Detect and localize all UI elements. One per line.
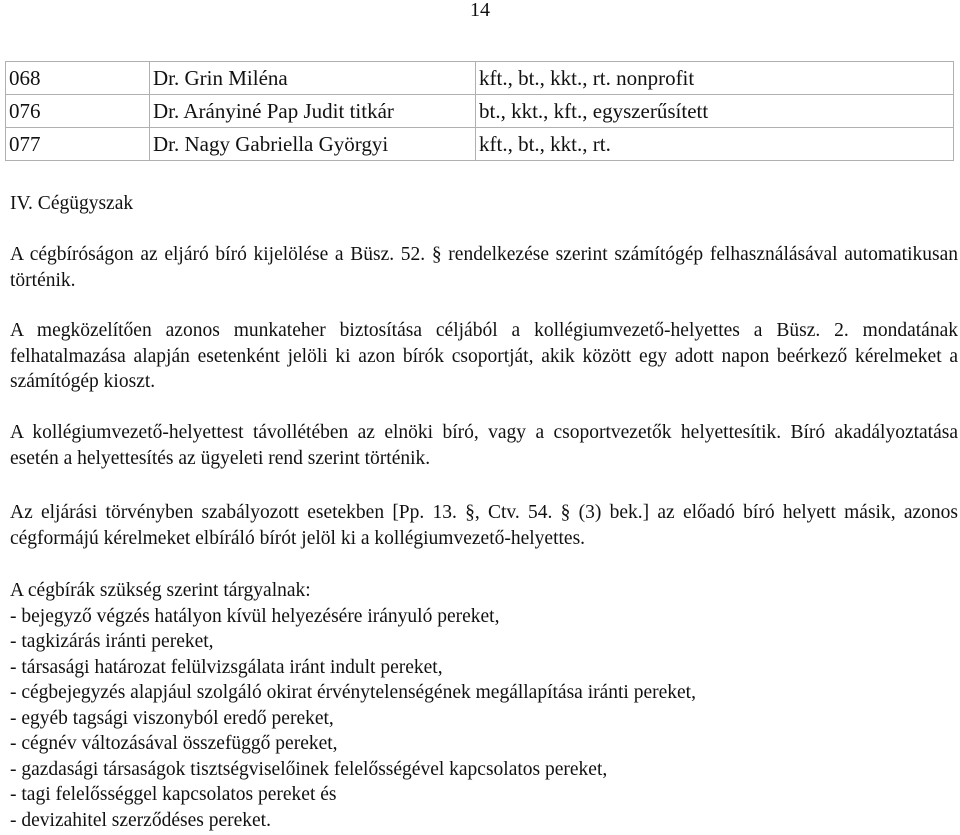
judge-scope: bt., kkt., kft., egyszerűsített xyxy=(476,95,954,128)
judges-table xyxy=(5,61,954,161)
section-heading: IV. Cégügyszak xyxy=(10,193,134,214)
list-item: - tagkizárás iránti pereket, xyxy=(10,631,214,652)
paragraph-assignment: A cégbíróságon az eljáró bíró kijelölése a Büsz. 52. § rendelkezése szerint számítógép felhasználásával automatikusan történik. xyxy=(10,244,958,291)
judge-code: 068 xyxy=(6,62,150,95)
list-item: - gazdasági társaságok tisztségviselőinek felelősségével kapcsolatos pereket, xyxy=(10,758,608,780)
list-item: - devizahitel szerződéses pereket. xyxy=(10,809,271,831)
judge-name: Dr. Nagy Gabriella Györgyi xyxy=(150,128,476,161)
judge-scope: kft., bt., kkt., rt. xyxy=(476,128,954,161)
list-item: - tagi felelősséggel kapcsolatos pereket és xyxy=(10,784,337,805)
judge-code: 076 xyxy=(6,95,150,128)
page-number: 14 xyxy=(470,0,490,21)
judge-scope: kft., bt., kkt., rt. nonprofit xyxy=(476,62,954,95)
paragraph-substitution: A kollégiumvezető-helyettest távollétében az elnöki bíró, vagy a csoportvezetők helyettesítik. Bíró akadályoztatása esetén a helyettesítés az ügyeleti rend szerint történik. xyxy=(10,422,958,469)
list-item: - cégnév változásával összefüggő pereket, xyxy=(10,733,338,754)
list-intro: A cégbírák szükség szerint tárgyalnak: xyxy=(10,580,311,601)
list-item: - egyéb tagsági viszonyból eredő pereket, xyxy=(10,707,334,729)
judge-name: Dr. Grin Miléna xyxy=(150,62,476,95)
list-item: - társasági határozat felülvizsgálata iránt indult pereket, xyxy=(10,656,443,678)
judge-name: Dr. Arányiné Pap Judit titkár xyxy=(150,95,476,128)
judge-code: 077 xyxy=(6,128,150,161)
paragraph-procedural: Az eljárási törvényben szabályozott esetekben [Pp. 13. §, Ctv. 54. § (3) bek.] az előadó bíró helyett másik, azonos cégformájú kérelmeket elbíráló bírót jelöl ki a kollégiumvezető-helyettes. xyxy=(10,502,958,549)
table-row xyxy=(6,95,954,128)
paragraph-workload: A megközelítően azonos munkateher biztosítása céljából a kollégiumvezető-helyettes a Büsz. 2. mondatának felhatalmazása alapján esetenként jelöli ki azon bírók csoportját, akik között egy adott napon beérkező kérelmeket a számítógép kioszt. xyxy=(10,320,958,392)
list-item: - bejegyző végzés hatályon kívül helyezésére irányuló pereket, xyxy=(10,605,500,627)
table-row xyxy=(6,62,954,95)
table-row xyxy=(6,128,954,161)
list-item: - cégbejegyzés alapjául szolgáló okirat érvénytelenségének megállapítása iránti pereket, xyxy=(10,682,696,703)
hearings-list xyxy=(10,578,958,833)
